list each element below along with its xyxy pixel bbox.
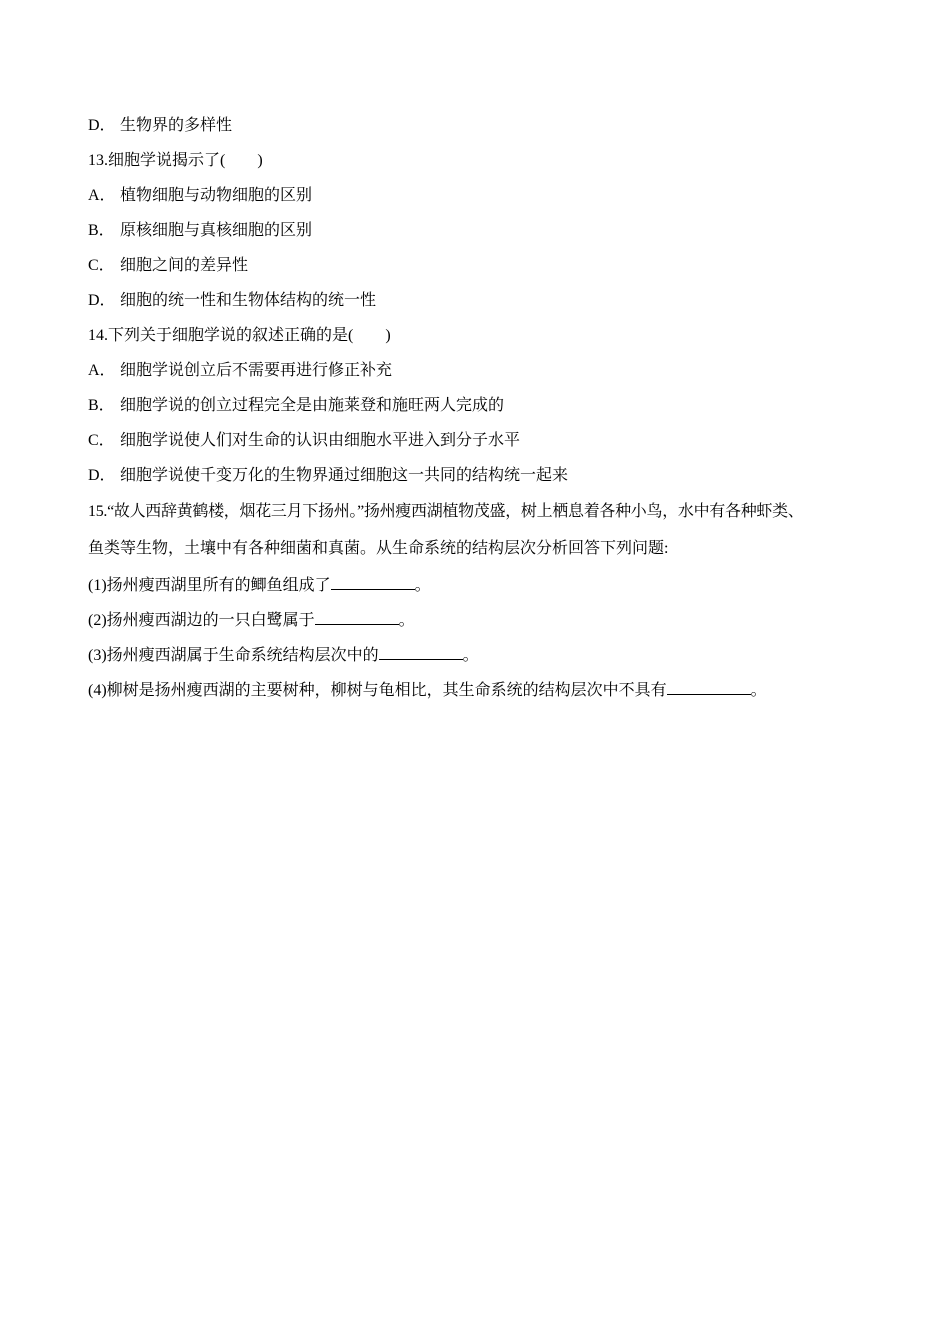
option-letter: D． bbox=[88, 467, 116, 484]
q13-option-c bbox=[88, 256, 248, 276]
option-letter: D． bbox=[88, 117, 116, 134]
option-letter: B． bbox=[88, 397, 115, 414]
q14-option-d bbox=[88, 466, 568, 486]
option-letter: D． bbox=[88, 292, 116, 309]
q14-stem: 14.下列关于细胞学说的叙述正确的是( ) bbox=[88, 327, 391, 344]
sub-question-text: (1)扬州瘦西湖里所有的鲫鱼组成了 bbox=[88, 577, 331, 594]
q15-sub-1 bbox=[88, 575, 431, 596]
q15-sub-3 bbox=[88, 645, 479, 666]
option-text: 细胞学说使人们对生命的认识由细胞水平进入到分子水平 bbox=[120, 432, 521, 449]
option-letter: C． bbox=[88, 257, 115, 274]
period: 。 bbox=[462, 647, 479, 664]
q14-option-b bbox=[88, 396, 504, 416]
period: 。 bbox=[398, 612, 415, 629]
period: 。 bbox=[750, 682, 767, 699]
sub-question-text: (4)柳树是扬州瘦西湖的主要树种，柳树与龟相比，其生命系统的结构层次中不具有 bbox=[88, 682, 667, 699]
option-text: 细胞之间的差异性 bbox=[120, 257, 249, 274]
q13-option-a bbox=[88, 186, 312, 206]
q13-option-d bbox=[88, 291, 376, 311]
answer-blank[interactable] bbox=[379, 645, 463, 660]
period: 。 bbox=[414, 577, 431, 594]
option-letter: C． bbox=[88, 432, 115, 449]
sub-question-text: (2)扬州瘦西湖边的一只白鹭属于 bbox=[88, 612, 315, 629]
answer-blank[interactable] bbox=[315, 610, 399, 625]
option-letter: A． bbox=[88, 187, 116, 204]
option-text: 细胞学说创立后不需要再进行修正补充 bbox=[120, 362, 393, 379]
q14-option-c bbox=[88, 431, 520, 451]
q12-option-d bbox=[88, 116, 232, 136]
option-text: 细胞的统一性和生物体结构的统一性 bbox=[120, 292, 377, 309]
answer-blank[interactable] bbox=[667, 680, 751, 695]
q13-option-b bbox=[88, 221, 312, 241]
option-letter: B． bbox=[88, 222, 115, 239]
sub-question-text: (3)扬州瘦西湖属于生命系统结构层次中的 bbox=[88, 647, 379, 664]
option-text: 原核细胞与真核细胞的区别 bbox=[120, 222, 313, 239]
option-text: 植物细胞与动物细胞的区别 bbox=[120, 187, 313, 204]
q15-stem-line1: 15.“故人西辞黄鹤楼，烟花三月下扬州。”扬州瘦西湖植物茂盛，树上栖息着各种小鸟，水中有各种虾类、 bbox=[88, 503, 804, 520]
q15-stem-line2: 鱼类等生物，土壤中有各种细菌和真菌。从生命系统的结构层次分析回答下列问题: bbox=[88, 540, 669, 557]
option-text: 细胞学说使千变万化的生物界通过细胞这一共同的结构统一起来 bbox=[120, 467, 569, 484]
q13-stem: 13.细胞学说揭示了( ) bbox=[88, 152, 263, 169]
q15-sub-2 bbox=[88, 610, 415, 631]
q15-sub-4 bbox=[88, 680, 767, 701]
option-letter: A． bbox=[88, 362, 116, 379]
q14-option-a bbox=[88, 361, 392, 381]
option-text: 生物界的多样性 bbox=[120, 117, 233, 134]
option-text: 细胞学说的创立过程完全是由施莱登和施旺两人完成的 bbox=[120, 397, 505, 414]
answer-blank[interactable] bbox=[331, 575, 415, 590]
